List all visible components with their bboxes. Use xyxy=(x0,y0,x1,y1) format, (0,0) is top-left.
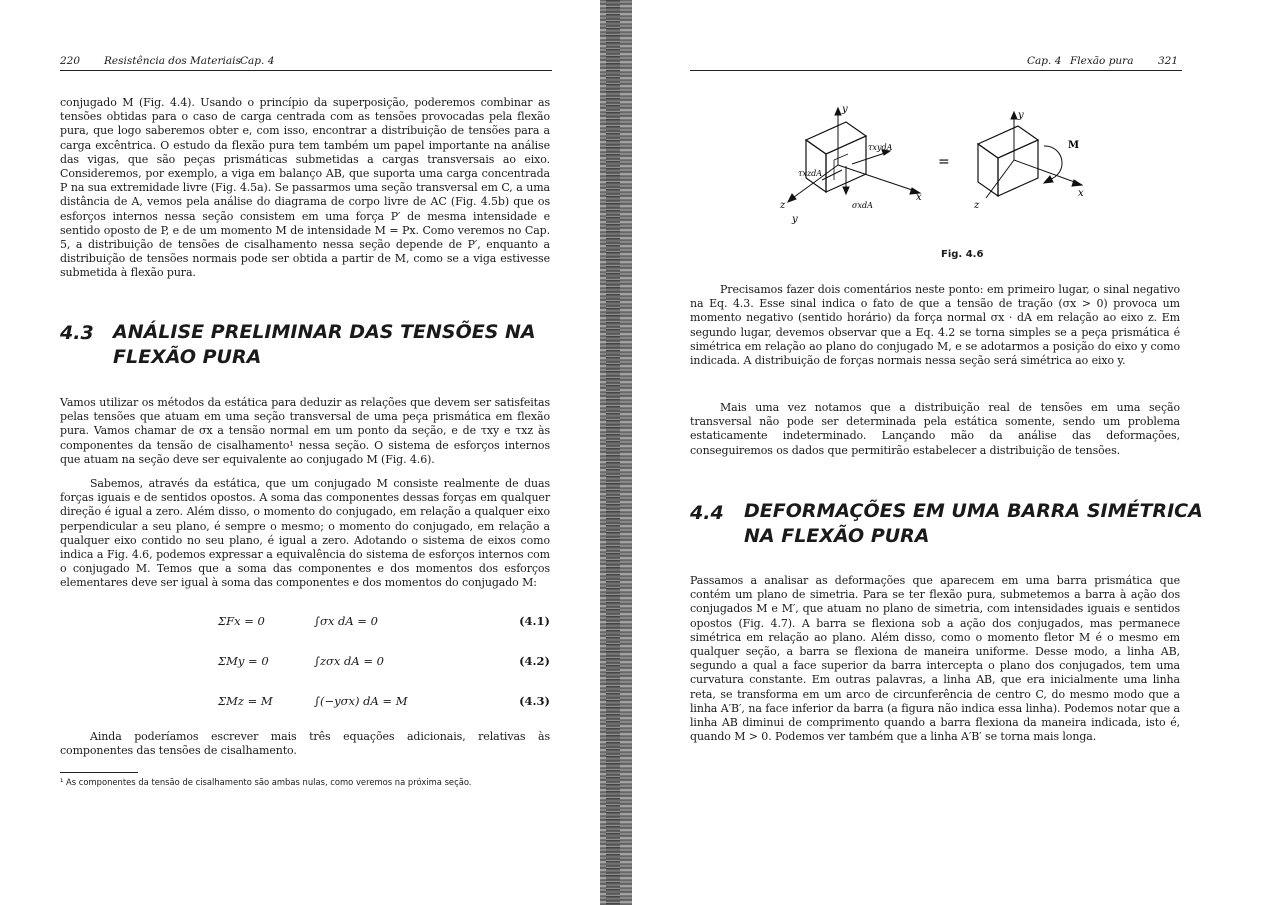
left-paragraph-1: conjugado M (Fig. 4.4). Usando o princípio da superposição, poderemos combinar as tensões obtidas para o caso de carga centrada com as tensões provocadas pela flexão pura, que logo saberemos obter e, com isso, encontrar a distribuição de tensões para a carga excêntrica. O estudo da flexão pura tem também um papel importante na análise das vigas, que são peças prismáticas submetidas a cargas transversais ao eixo. Consideremos, por exemplo, a viga em balanço AB, que suporta uma carga concentrada P na sua extremidade livre (Fig. 4.5a). Se passarmos uma seção transversal em C, a uma distância de A, vemos pela análise do diagrama de corpo livre de AC (Fig. 4.5b) que os esforços internos nessa seção consistem em uma força P′ de mesma intensidade e sentido oposto de P, e de um momento M de intensidade M = Px. Como veremos no Cap. 5, a distribuição de tensões de cisalhamento nessa seção depende de P′, enquanto a distribuição de tensões normais pode ser obtida a partir de M, como se a viga estivesse submetida à flexão pura. xyxy=(60,96,550,280)
section-4-3-title xyxy=(113,320,563,370)
figure-equals-sign: = xyxy=(938,154,950,170)
figure-left-z-label: z xyxy=(780,200,786,211)
figure-right-axes xyxy=(986,112,1082,198)
left-book-title: Resistência dos Materiais xyxy=(104,55,241,67)
figure-left-y2-label: y xyxy=(792,214,798,225)
equation-4-1-number: (4.1) xyxy=(519,614,550,628)
equation-4-3-number: (4.3) xyxy=(519,694,550,708)
right-chapter-title: Flexão pura xyxy=(1070,55,1134,67)
section-4-4-number: 4.4 xyxy=(690,502,724,524)
figure-tau-xz-label: τxzdA xyxy=(798,169,823,178)
right-header-rule xyxy=(690,70,1182,71)
figure-right-z-label: z xyxy=(974,200,980,211)
equation-4-2 xyxy=(218,654,550,672)
section-4-4-title-line2: NA FLEXÃO PURA xyxy=(744,525,930,547)
right-chapter-label: Cap. 4 xyxy=(1027,55,1062,67)
equation-4-3-lhs: ΣMz = M xyxy=(218,694,273,708)
left-chapter-label: Cap. 4 xyxy=(240,55,275,67)
left-paragraph-2: Vamos utilizar os métodos da estática para deduzir as relações que devem ser satisfeitas pelas tensões que atuam em uma seção transversal de uma peça prismática em flexão pura. Vamos chamar de σx a tensão normal em um ponto da seção, e de τxy e τxz às componentes da tensão de cisalhamento¹ nessa seção. O sistema de esforços internos que atuam na seção deve ser equivalente ao conjugado M (Fig. 4.6). xyxy=(60,396,550,466)
equation-4-3 xyxy=(218,694,550,712)
footnote: ¹ As componentes da tensão de cisalhamento são ambas nulas, como veremos na próxima seção. xyxy=(60,777,472,787)
footnote-rule xyxy=(60,772,138,773)
section-4-3-number: 4.3 xyxy=(60,322,94,344)
right-paragraph-2: Mais uma vez notamos que a distribuição real de tensões em uma seção transversal não pode ser determinada pela estática somente, sendo um problema estaticamente indeterminado. Lançando mão da análise das deformações, conseguiremos os dados que permitirão estabelecer a distribuição de tensões. xyxy=(690,401,1180,457)
section-4-3-title-line2: FLEXÃO PURA xyxy=(113,346,262,368)
equation-4-2-number: (4.2) xyxy=(519,654,550,668)
equation-4-1 xyxy=(218,614,550,632)
section-4-4-title-line1: DEFORMAÇÕES EM UMA BARRA SIMÉTRICA xyxy=(744,500,1203,522)
left-paragraph-3: Sabemos, através da estática, que um conjugado M consiste realmente de duas forças iguais e de sentidos opostos. A soma das componentes dessas forças em qualquer direção é igual a zero. Além disso, o momento do conjugado, em relação a qualquer eixo perpendicular a seu plano, é sempre o mesmo; o momento do conjugado, em relação a qualquer eixo contido no seu plano, é igual a zero. Adotando o sistema de eixos como indica a Fig. 4.6, podemos expressar a equivalência do sistema de esforços internos com o conjugado M. Temos que a soma das componentes e dos momentos dos esforços elementares deve ser igual à soma das componentes e dos momentos do conjugado M: xyxy=(60,477,550,590)
figure-right-x-label: x xyxy=(1078,188,1084,199)
equation-4-2-rhs: ∫zσx dA = 0 xyxy=(314,654,384,668)
figure-right-y-label: y xyxy=(1018,110,1024,121)
section-4-4-title xyxy=(744,499,1214,549)
right-paragraph-1: Precisamos fazer dois comentários neste ponto: em primeiro lugar, o sinal negativo na Eq. 4.3. Esse sinal indica o fato de que a tensão de tração (σx > 0) provoca um momento negativo (sentido horário) da força normal σx · dA em relação ao eixo z. Em segundo lugar, devemos observar que a Eq. 4.2 se torna simples se a peça prismática é simétrica em relação ao plano do conjugado M, e se adotarmos a posição do eixo y como indicada. A distribuição de forças normais nessa seção será simétrica ao eixo y. xyxy=(690,283,1180,368)
figure-left-x-label: x xyxy=(916,192,922,203)
figure-caption: Fig. 4.6 xyxy=(941,249,984,260)
right-page xyxy=(628,0,1280,905)
right-paragraph-3: Passamos a analisar as deformações que aparecem em uma barra prismática que contém um plano de simetria. Para se ter flexão pura, submetemos a barra à ação dos conjugados M e M′, que atuam no plano de simetria, com intensidades iguais e sentidos opostos (Fig. 4.7). A barra se flexiona sob a ação dos conjugados, mas permanece simétrica em relação ao plano. Além disso, como o momento fletor M é o mesmo em qualquer seção, a barra se flexiona de maneira uniforme. Desse modo, a linha AB, segundo a qual a face superior da barra intercepta o plano dos conjugados, tem uma curvatura constante. Em outras palavras, a linha AB, que era inicialmente uma linha reta, se transforma em um arco de circunferência de centro C, do mesmo modo que a linha A′B′, na face inferior da barra (a figura não indica essa linha). Podemos notar que a linha AB diminui de comprimento quando a barra flexiona da maneira indicada, isto é, quando M > 0. Podemos ver também que a linha A′B′ se torna mais longa. xyxy=(690,574,1180,744)
left-page xyxy=(0,0,600,905)
equation-4-1-rhs: ∫σx dA = 0 xyxy=(314,614,378,628)
left-paragraph-4: Ainda poderíamos escrever mais três equações adicionais, relativas às componentes das tensões de cisalhamento. xyxy=(60,730,550,758)
figure-left-axes xyxy=(788,108,920,202)
figure-sigma-label: σxdA xyxy=(852,201,873,210)
section-4-3-title-line1: ANÁLISE PRELIMINAR DAS TENSÕES NA xyxy=(113,321,536,343)
figure-moment-label: M xyxy=(1068,140,1080,151)
figure-right-block xyxy=(978,126,1038,196)
figure-tau-xy-label: τxydA xyxy=(868,143,893,152)
equation-4-2-lhs: ΣMy = 0 xyxy=(218,654,269,668)
equation-4-1-lhs: ΣFx = 0 xyxy=(218,614,265,628)
right-page-number: 321 xyxy=(1158,55,1179,67)
left-header-rule xyxy=(60,70,552,71)
figure-left-y-label: y xyxy=(842,104,848,115)
equation-4-3-rhs: ∫(−yσx) dA = M xyxy=(314,694,408,708)
figure-4-6 xyxy=(768,100,1088,240)
left-page-number: 220 xyxy=(60,55,81,67)
